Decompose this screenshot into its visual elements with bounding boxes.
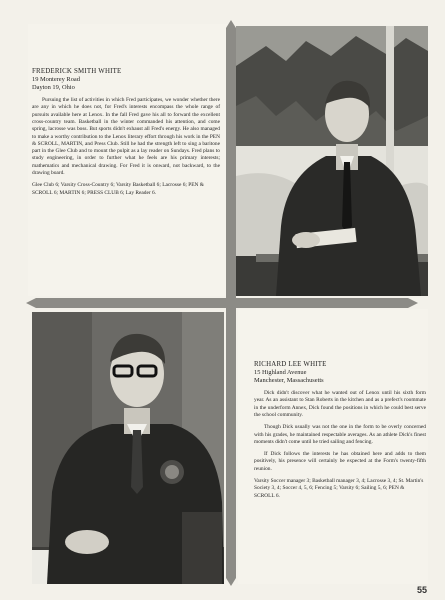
- divider-arrow-horizontal: [26, 296, 418, 310]
- bio-paragraph: Dick didn't discover what he wanted out of Lenox until his sixth form year. As an assistant to Stan Roberts in the kitchen and as a prefect's roommate in the underform Annex, Dick found the positions in which he could best serve the school community.: [254, 390, 426, 418]
- bio-panel-richard: [238, 309, 428, 584]
- activities-list: Glee Club 6; Varsity Cross-Country 6; Varsity Basketball 6; Lacrosse 6; PEN & SCROLL 6; MARTIN 6; PRESS CLUB 6; Lay Reader 6.: [32, 182, 204, 196]
- bio-frederick: [32, 68, 220, 197]
- bio-paragraph: If Dick follows the interests he has obtained here and adds to them positively, his presence will certainly be expected at the Form's twenty-fifth reunion.: [254, 451, 426, 472]
- student-name: RICHARD LEE WHITE: [254, 361, 327, 368]
- address-line-2: Dayton 19, Ohio: [32, 84, 75, 92]
- bio-paragraph: Though Dick usually was not the one in the form to be overly concerned with his grades, he maintained respectable averages. As an athlete Dick's finest moments didn't come until he tried sailing and fencing.: [254, 424, 426, 445]
- address-line-1: 15 Highland Avenue: [254, 369, 307, 377]
- page-number: 55: [416, 585, 427, 595]
- address-line-1: 19 Monterey Road: [32, 76, 80, 84]
- divider-arrow-vertical: [226, 20, 236, 586]
- address-line-2: Manchester, Massachusetts: [254, 377, 324, 385]
- bio-richard: [254, 361, 426, 500]
- portrait-illustration: [32, 312, 224, 584]
- student-name: FREDERICK SMITH WHITE: [32, 68, 122, 75]
- bio-panel-frederick: [28, 24, 228, 296]
- activities-list: Varsity Soccer manager 3; Basketball manager 3, 4; Lacrosse 3, 4; St. Martin's Society 3, 4; Soccer 4, 5, 6; Fencing 5; Varsity 6; Sailing 5, 6; PEN & SCROLL 6.: [254, 477, 424, 499]
- portrait-photo-frederick: [236, 26, 428, 296]
- bio-paragraph: Pursuing the list of activities in which Fred participates, we wonder whether there are any in which he does not, for Fred's interests encompass the whole range of pursuits available here at Lenox. In the fall Fred gave his all to forward the excellent cross-country team. Basketball in the winter commanded his attention, and come spring, lacrosse was boss. But sports didn't exhaust all Fred's energy. He also managed to make a worthy contribution to the Lenox literary effort through his work in the PEN & SCROLL, MARTIN, and Press Club. Still he had the strength left to sing a baritone part in the Glee Club and to mount the pulpit as a lay reader on Sundays. Fred plans to study engineering, in order to further what he feels are his primary interests; mathematics and mechanical drawing. For Fred it is onward, not backward, to the drawing board.: [32, 97, 220, 176]
- portrait-illustration: [236, 26, 428, 296]
- portrait-photo-richard: [32, 312, 224, 584]
